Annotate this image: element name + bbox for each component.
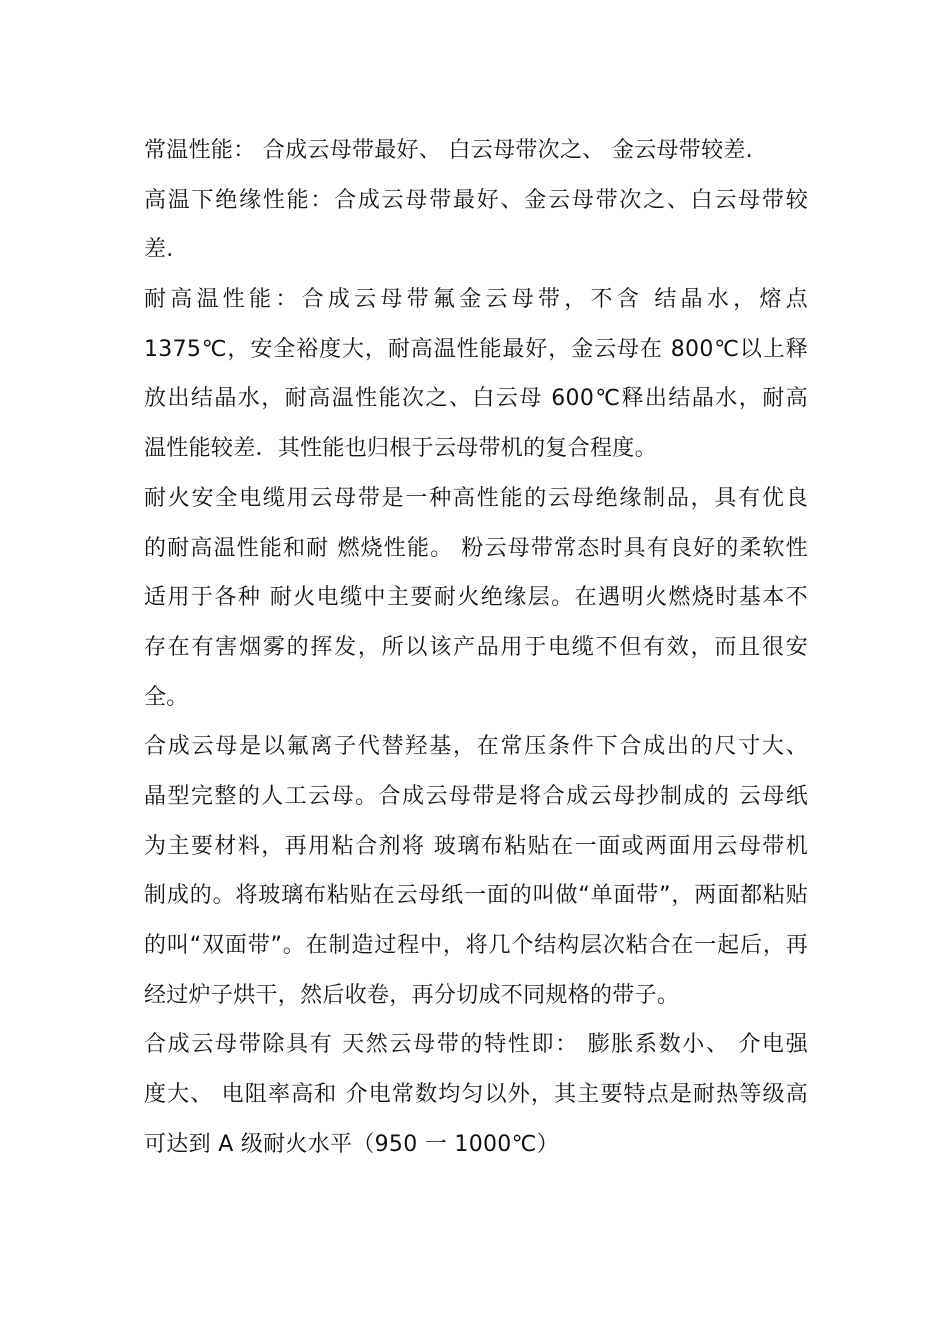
text-line: 放出结晶水，耐高温性能次之、白云母 600℃释出结晶水，耐高 (144, 386, 808, 412)
text-line: 耐火安全电缆用云母带是一种高性能的云母绝缘制品，具有优良 (144, 485, 808, 511)
text-line: 度大、 电阻率高和 介电常数均匀以外，其主要特点是耐热等级高 (144, 1082, 808, 1108)
text-line: 可达到 A 级耐火水平（950 一 1000℃） (144, 1131, 559, 1157)
text-line: 温性能较差．其性能也归根于云母带机的复合程度。 (144, 436, 657, 462)
document-body (144, 126, 808, 1169)
text-line: 1375℃，安全裕度大，耐高温性能最好，金云母在 800℃以上释 (144, 336, 808, 362)
text-line: 经过炉子烘干，然后收卷，再分切成不同规格的带子。 (144, 982, 680, 1008)
text-line: 存在有害烟雾的挥发，所以该产品用于电缆不但有效，而且很安 (144, 634, 808, 660)
text-line: 的叫“双面带”。在制造过程中，将几个结构层次粘合在一起后，再 (144, 933, 808, 958)
text-line: 的耐高温性能和耐 燃烧性能。 粉云母带常态时具有良好的柔软性 (144, 535, 808, 561)
text-line: 高温下绝缘性能：合成云母带最好、金云母带次之、白云母带较 (144, 187, 808, 213)
text-line: 差. (144, 237, 174, 263)
text-line: 合成云母带除具有 天然云母带的特性即： 膨胀系数小、 介电强 (144, 1032, 808, 1058)
text-line: 制成的。将玻璃布粘贴在云母纸一面的叫做“单面带”，两面都粘贴 (144, 883, 808, 909)
text-line: 常温性能： 合成云母带最好、 白云母带次之、 金云母带较差. (144, 138, 753, 163)
text-line: 晶型完整的人工云母。合成云母带是将合成云母抄制成的 云母纸 (144, 783, 808, 809)
text-line: 为主要材料，再用粘合剂将 玻璃布粘贴在一面或两面用云母带机 (144, 833, 808, 859)
text-line: 全。 (144, 684, 189, 710)
text-line: 适用于各种 耐火电缆中主要耐火绝缘层。在遇明火燃烧时基本不 (144, 585, 808, 611)
text-line: 合成云母是以氟离子代替羟基，在常压条件下合成出的尺寸大、 (144, 734, 808, 760)
text-line: 耐高温性能：合成云母带氟金云母带，不含 结晶水，熔点 (144, 287, 808, 313)
